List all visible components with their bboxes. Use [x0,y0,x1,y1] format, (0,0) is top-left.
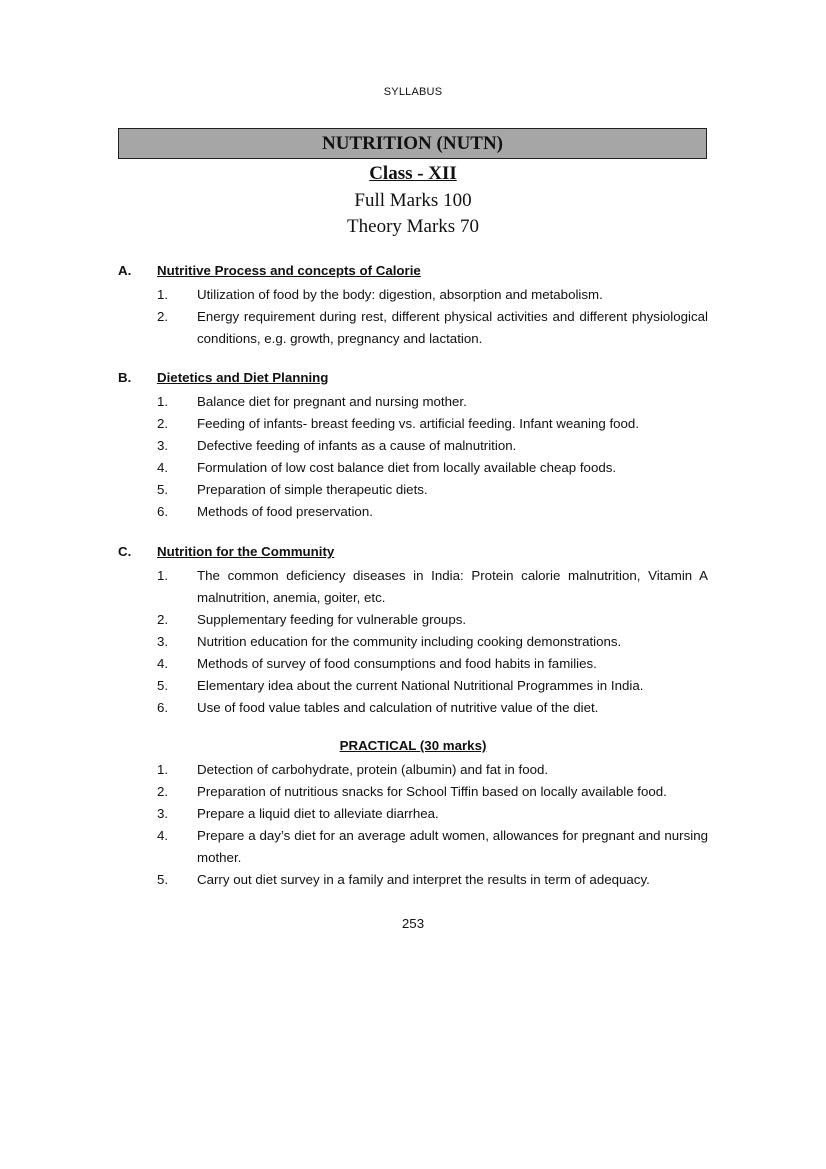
list-item [0,825,826,869]
item-text: Supplementary feeding for vulnerable groups. [197,612,467,627]
section-title: Nutrition for the Community [157,544,335,559]
list-item [0,653,826,675]
item-number: 4. [157,460,169,475]
item-text: Balance diet for pregnant and nursing mother. [197,394,467,409]
item-number: 5. [157,678,169,693]
list-item [0,697,826,719]
item-number: 2. [157,309,169,324]
section-letter: C. [118,544,132,559]
list-item [0,306,826,350]
section-heading [0,543,826,565]
list-item [0,803,826,825]
syllabus-title: NUTRITION (NUTN) [321,132,504,154]
item-number: 4. [157,828,169,843]
item-number: 1. [157,568,169,583]
list-item [0,479,826,501]
item-number: 4. [157,656,169,671]
item-number: 2. [157,612,169,627]
section-letter: B. [118,370,132,385]
item-text: Carry out diet survey in a family and interpret the results in term of adequacy. [197,872,650,887]
list-item [0,435,826,457]
item-number: 5. [157,482,169,497]
running-header: SYLLABUS [383,86,443,98]
list-item [0,631,826,653]
item-number: 3. [157,806,169,821]
syllabus-title-box [118,128,707,159]
item-text: Utilization of food by the body: digestion, absorption and metabolism. [197,287,603,302]
item-text: Preparation of nutritious snacks for School Tiffin based on locally available food. [197,784,667,799]
item-text: Methods of survey of food consumptions and food habits in families. [197,656,597,671]
item-text: Prepare a liquid diet to alleviate diarrhea. [197,806,439,821]
full-marks: Full Marks 100 [354,190,472,211]
list-item [0,391,826,413]
item-text: Use of food value tables and calculation of nutritive value of the diet. [197,700,599,715]
item-number: 2. [157,416,169,431]
item-text: Elementary idea about the current National Nutritional Programmes in India. [197,678,644,693]
item-text: Defective feeding of infants as a cause of malnutrition. [197,438,517,453]
list-item [0,869,826,891]
list-item [0,413,826,435]
class-heading: Class - XII [369,163,457,184]
item-text: Formulation of low cost balance diet from locally available cheap foods. [197,460,617,475]
section-a [0,262,826,350]
item-number: 1. [157,762,169,777]
item-text: Methods of food preservation. [197,504,373,519]
page-number: 253 [401,916,425,931]
section-title: Dietetics and Diet Planning [157,370,329,385]
item-number: 1. [157,287,169,302]
item-number: 6. [157,504,169,519]
item-number: 6. [157,700,169,715]
item-text: Prepare a day’s diet for an average adult women, allowances for pregnant and nursing mother. [197,828,708,865]
section-heading [0,369,826,391]
item-number: 3. [157,438,169,453]
list-item [0,457,826,479]
item-text: Detection of carbohydrate, protein (albumin) and fat in food. [197,762,549,777]
section-b [0,369,826,523]
item-text: Nutrition education for the community including cooking demonstrations. [197,634,622,649]
item-number: 5. [157,872,169,887]
item-text: Preparation of simple therapeutic diets. [197,482,428,497]
section-title: Nutritive Process and concepts of Calorie [157,263,421,278]
section-c [0,543,826,719]
item-number: 2. [157,784,169,799]
item-text: The common deficiency diseases in India: Protein calorie malnutrition, Vitamin A malnutrition, anemia, goiter, etc. [197,568,708,605]
list-item [0,759,826,781]
item-number: 3. [157,634,169,649]
list-item [0,565,826,609]
list-item [0,675,826,697]
item-number: 1. [157,394,169,409]
practical-section [0,737,826,891]
theory-marks: Theory Marks 70 [347,216,479,237]
list-item [0,609,826,631]
item-text: Feeding of infants- breast feeding vs. artificial feeding. Infant weaning food. [197,416,640,431]
list-item [0,284,826,306]
list-item [0,501,826,523]
practical-title: PRACTICAL (30 marks) [339,738,487,753]
item-text: Energy requirement during rest, different physical activities and different physiological conditions, e.g. growth, pregnancy and lactation. [197,309,708,346]
section-heading [0,262,826,284]
section-letter: A. [118,263,132,278]
list-item [0,781,826,803]
